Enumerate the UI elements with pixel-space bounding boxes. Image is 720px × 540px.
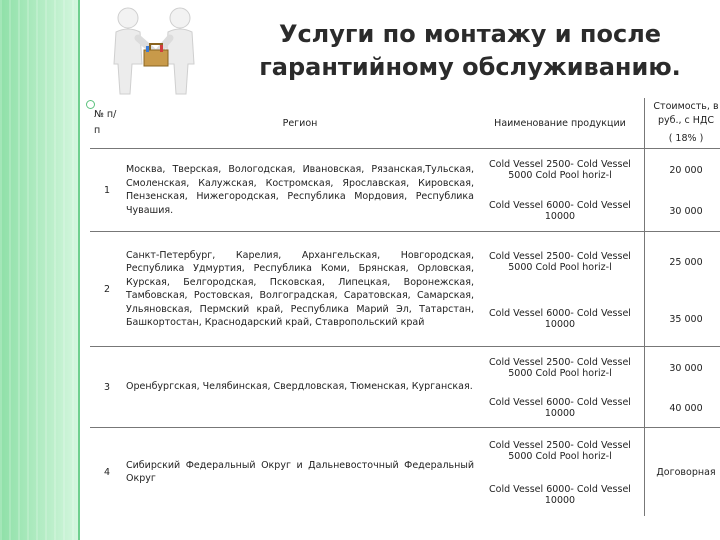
sidebar-divider bbox=[78, 0, 80, 540]
row-product: Cold Vessel 6000- Cold Vessel 10000 bbox=[476, 292, 645, 347]
header-product: Наименование продукции bbox=[476, 98, 645, 149]
row-region: Оренбургская, Челябинская, Свердловская, Тюменская, Курганская. bbox=[124, 347, 476, 428]
row-price: 20 000 bbox=[645, 149, 720, 192]
row-price: 25 000 bbox=[645, 232, 720, 293]
table-row bbox=[90, 347, 720, 390]
row-price: 40 000 bbox=[669, 402, 703, 414]
row-product: Cold Vessel 2500- Cold Vessel 5000 Cold Pool horiz-l bbox=[476, 428, 645, 475]
row-product: Cold Vessel 6000- Cold Vessel 10000 bbox=[476, 389, 645, 428]
row-num: 2 bbox=[90, 232, 124, 347]
row-price: 30 000 bbox=[645, 347, 720, 390]
table-header-row bbox=[90, 98, 720, 149]
row-product: Cold Vessel 2500- Cold Vessel 5000 Cold Pool horiz-l bbox=[476, 149, 645, 192]
row-price: Договорная bbox=[645, 428, 720, 517]
header-price-label: Стоимость, в руб., с НДС bbox=[653, 101, 719, 126]
row-num: 4 bbox=[90, 428, 124, 517]
page-title: Услуги по монтажу и после гарантийному обслуживанию. bbox=[259, 20, 681, 81]
services-price-table bbox=[90, 98, 720, 516]
row-product: Cold Vessel 6000- Cold Vessel 10000 bbox=[476, 474, 645, 516]
workers-carrying-toolbox-illustration bbox=[88, 4, 218, 100]
row-num: 1 bbox=[90, 149, 124, 232]
header-region: Регион bbox=[282, 117, 318, 129]
row-product: Cold Vessel 6000- Cold Vessel 10000 bbox=[476, 191, 645, 232]
table-row bbox=[90, 232, 720, 293]
header-num: № п/п bbox=[94, 109, 117, 136]
table-row bbox=[90, 428, 720, 475]
row-price: 30 000 bbox=[669, 205, 703, 217]
row-region: Москва, Тверская, Вологодская, Ивановская, Рязанская,Тульская, Смоленская, Калужская, Костромская, Ярославская, Кировская, Пензенская, Нижегородская, Республика Мордовия, Республика Чувашия. bbox=[124, 149, 476, 232]
decorative-sidebar bbox=[0, 0, 80, 540]
row-region: Санкт-Петербург, Карелия, Архангельская, Новгородская, Республика Удмуртия, Республика Коми, Брянская, Орловская, Курская, Белгородская, Псковская, Липецкая, Воронежская, Тамбовская, Ростовская, Волгоградская, Саратовская, Самарская, Ульяновская, Пермский край, Республика Марий Эл, Татарстан, Башкортостан, Краснодарский край, Ставропольский край bbox=[124, 232, 476, 347]
table-row bbox=[90, 149, 720, 192]
row-product: Cold Vessel 2500- Cold Vessel 5000 Cold Pool horiz-l bbox=[476, 232, 645, 293]
header-vat: ( 18% ) bbox=[668, 133, 704, 144]
row-product: Cold Vessel 2500- Cold Vessel 5000 Cold Pool horiz-l bbox=[476, 347, 645, 390]
row-num: 3 bbox=[90, 347, 124, 428]
row-region: Сибирский Федеральный Округ и Дальневосточный Федеральный Округ bbox=[124, 428, 476, 517]
row-price: 35 000 bbox=[669, 313, 703, 325]
header-price bbox=[645, 98, 720, 149]
